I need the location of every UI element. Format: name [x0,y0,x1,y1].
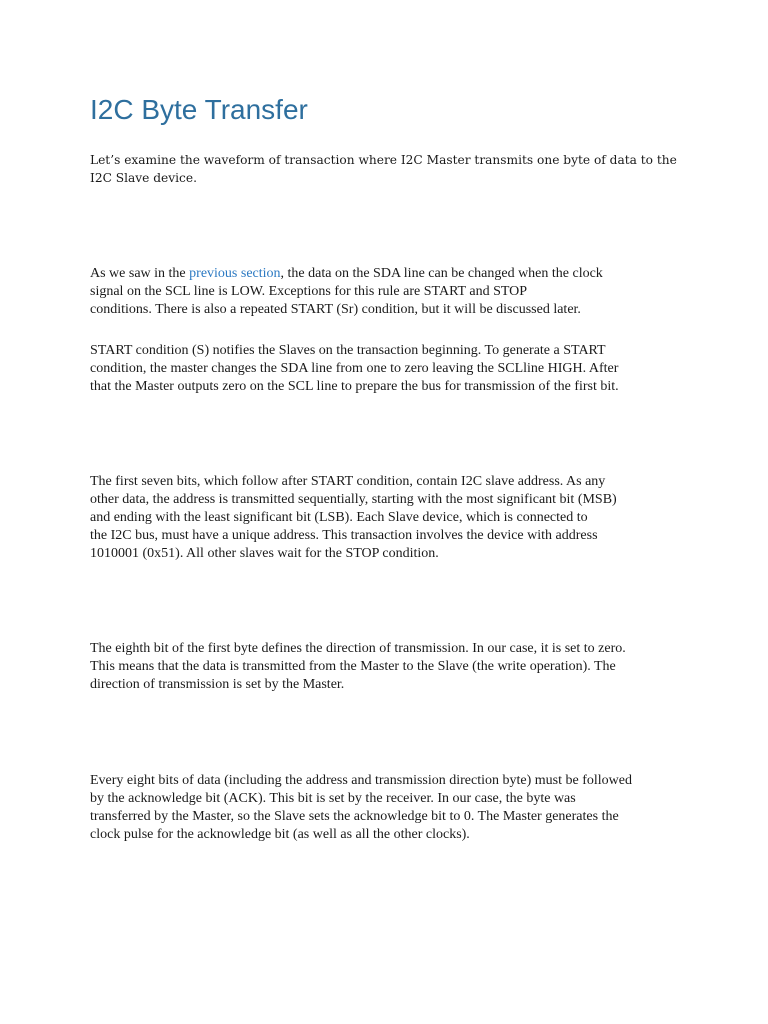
start-line: that the Master outputs zero on the SCL line to prepare the bus for transmission of the first bit. [90,379,619,394]
previous-section-link[interactable]: previous section [189,266,281,281]
direction-line: direction of transmission is set by the Master. [90,677,345,692]
ack-line: by the acknowledge bit (ACK). This bit is set by the receiver. In our case, the byte was [90,791,576,806]
address-line: 1010001 (0x51). All other slaves wait for the STOP condition. [90,546,439,561]
start-line: START condition (S) notifies the Slaves on the transaction beginning. To generate a START [90,343,606,358]
intro-line: Let’s examine the waveform of transaction where I2C Master transmits one byte of data to the [90,153,677,167]
page-title: I2C Byte Transfer [90,94,308,125]
sda-line-1-suffix: , the data on the SDA line can be changed when the clock [280,266,603,281]
ack-paragraph [90,772,632,844]
sda-line-2: signal on the SCL line is LOW. Exceptions for this rule are START and STOP [90,284,528,299]
start-line: condition, the master changes the SDA line from one to zero leaving the SCLline HIGH. After [90,361,619,376]
direction-line: The eighth bit of the first byte defines the direction of transmission. In our case, it is set to zero. [90,641,626,656]
start-condition-paragraph [90,342,619,396]
sda-line-1 [90,265,603,283]
address-line: other data, the address is transmitted sequentially, starting with the most significant bit (MSB) [90,492,617,507]
address-paragraph [90,473,617,563]
sda-line-1-prefix: As we saw in the [90,266,190,281]
intro-line: I2C Slave device. [90,171,197,185]
intro-paragraph [90,151,677,187]
ack-line: transferred by the Master, so the Slave sets the acknowledge bit to 0. The Master generates the [90,809,619,824]
address-line: The first seven bits, which follow after START condition, contain I2C slave address. As any [90,474,606,489]
ack-line: Every eight bits of data (including the address and transmission direction byte) must be followed [90,773,632,788]
sda-line-3: conditions. There is also a repeated START (Sr) condition, but it will be discussed later. [90,302,581,317]
address-line: and ending with the least significant bit (LSB). Each Slave device, which is connected to [90,510,588,525]
direction-paragraph [90,640,626,694]
direction-line: This means that the data is transmitted from the Master to the Slave (the write operation). The [90,659,616,674]
address-line: the I2C bus, must have a unique address. This transaction involves the device with address [90,528,598,543]
sda-paragraph [90,265,603,319]
ack-line: clock pulse for the acknowledge bit (as well as all the other clocks). [90,827,470,842]
